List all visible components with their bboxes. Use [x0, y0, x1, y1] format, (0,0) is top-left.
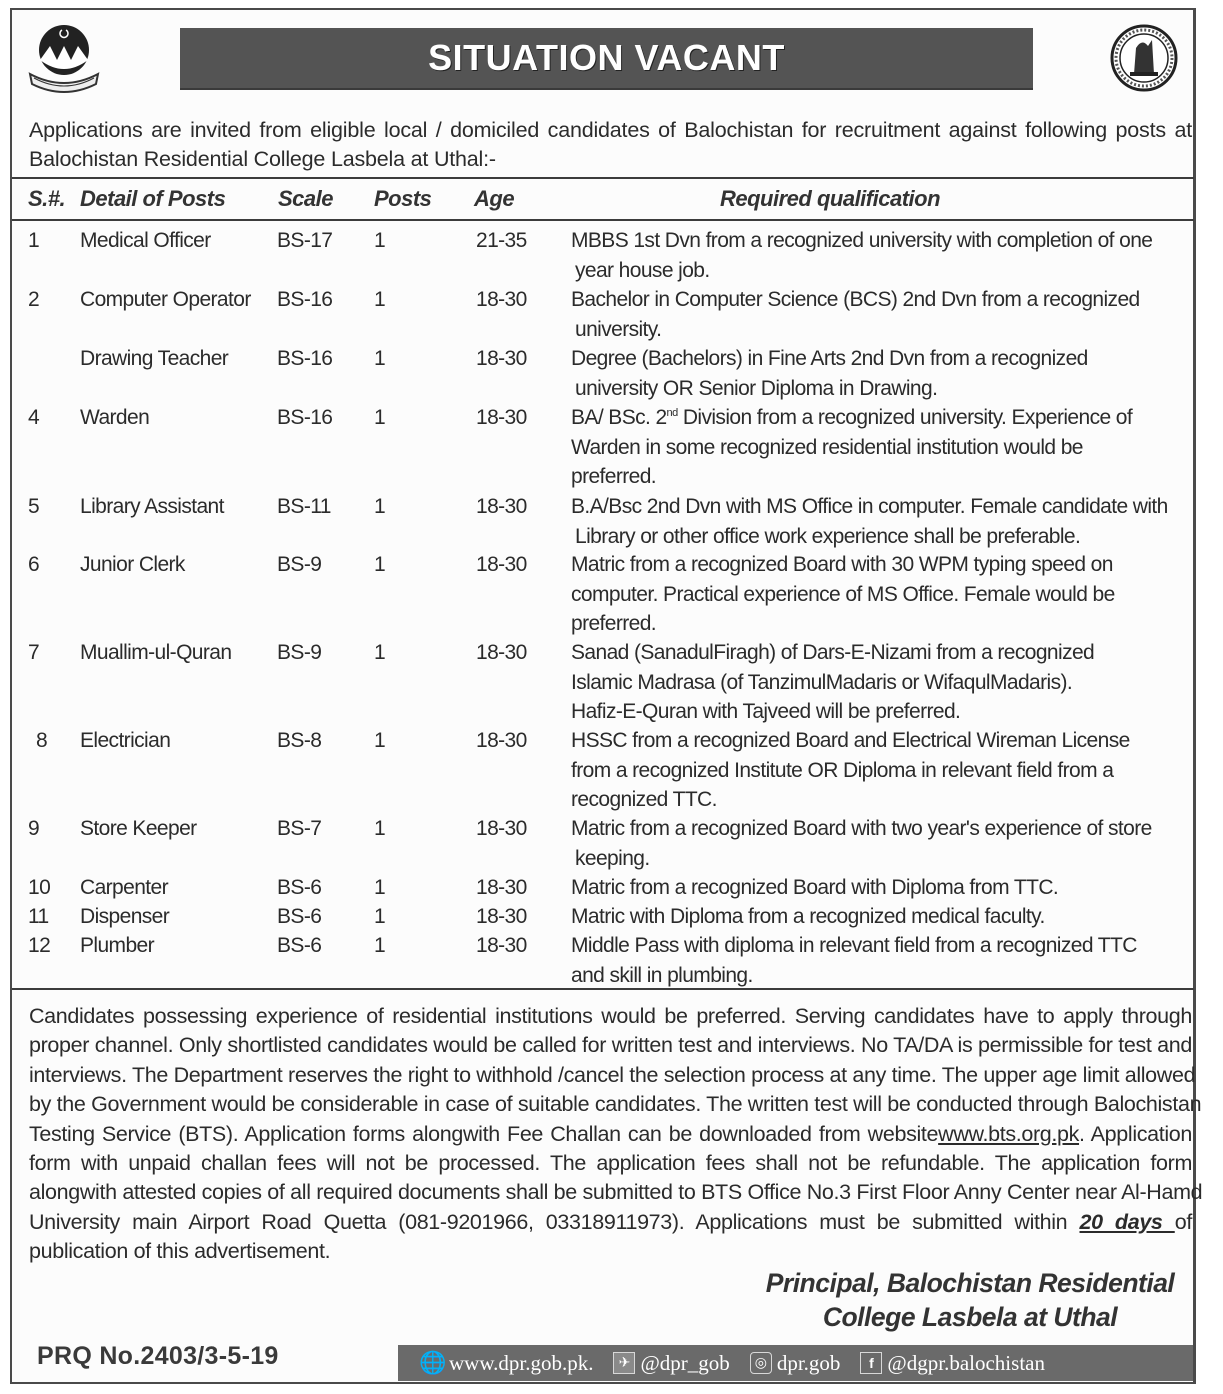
table-header	[12, 182, 1194, 218]
globe-icon: 🌐	[419, 1350, 447, 1376]
row-age: 18-30	[476, 495, 527, 518]
row-age: 18-30	[476, 905, 527, 928]
prq-number: PRQ No.2403/3-5-19	[37, 1342, 279, 1370]
row-sn: 5	[28, 495, 40, 518]
qualification-line: MBBS 1st Dvn from a recognized university with completion of one	[571, 229, 1153, 252]
row-age: 18-30	[476, 553, 527, 576]
qualification-line: Degree (Bachelors) in Fine Arts 2nd Dvn from a recognized	[571, 347, 1088, 370]
row-scale: BS-9	[277, 553, 322, 576]
college-seal-logo	[1108, 18, 1180, 100]
intro-paragraph	[29, 116, 1192, 174]
qualification-line: Library or other office work experience shall be preferable.	[575, 524, 1081, 548]
row-scale: BS-9	[277, 641, 322, 664]
row-age: 18-30	[476, 729, 527, 752]
row-posts: 1	[374, 729, 386, 752]
social-label: www.dpr.gob.pk.	[449, 1350, 594, 1375]
row-post: Computer Operator	[80, 288, 251, 311]
deadline-days: 20 days	[1079, 1209, 1175, 1234]
row-qualification	[571, 814, 1196, 873]
bts-website-link[interactable]: www.bts.org.pk	[938, 1121, 1080, 1146]
row-scale: BS-16	[277, 347, 333, 370]
qualification-line: year house job.	[575, 258, 710, 282]
terms-line: proper channel. Only shortlisted candidates would be called for written test and interviews. No TA/DA is permissible for test and	[29, 1033, 1192, 1058]
qualification-line: BA/ BSc. 2nd Division from a recognized university. Experience of	[571, 406, 1133, 429]
row-posts: 1	[374, 229, 386, 252]
row-post: Library Assistant	[80, 495, 224, 518]
government-emblem-logo	[24, 16, 104, 98]
social-twitter[interactable]	[613, 1351, 729, 1376]
terms-line: University main Airport Road Quetta (081-9201966, 03318911973). Applications must be submitted within 20 days of	[29, 1209, 1192, 1234]
row-posts: 1	[374, 905, 386, 928]
row-scale: BS-6	[277, 876, 322, 899]
row-scale: BS-7	[277, 817, 322, 840]
row-sn: 11	[28, 905, 49, 928]
row-sn: 4	[28, 406, 40, 429]
row-qualification	[571, 931, 1196, 990]
qualification-line: Matric with Diploma from a recognized medical faculty.	[571, 905, 1045, 928]
row-posts: 1	[374, 817, 386, 840]
social-label: @dpr_gob	[640, 1350, 730, 1375]
header-posts: Posts	[374, 186, 432, 211]
social-label: @dgpr.balochistan	[887, 1350, 1045, 1375]
row-qualification	[571, 403, 1196, 492]
row-post: Plumber	[80, 934, 154, 957]
row-qualification	[571, 726, 1196, 815]
qualification-line: Sanad (SanadulFiragh) of Dars-E-Nizami from a recognized	[571, 641, 1095, 664]
qualification-line: Warden in some recognized residential institution would be	[571, 435, 1083, 459]
row-scale: BS-6	[277, 905, 322, 928]
intro-line: Balochistan Residential College Lasbela at Uthal:-	[29, 147, 496, 171]
intro-line: Applications are invited from eligible local / domiciled candidates of Balochistan for recruitment against following posts at	[29, 118, 1192, 142]
header-qualification: Required qualification	[720, 186, 941, 211]
qualification-line: and skill in plumbing.	[571, 963, 753, 987]
qualification-line: university OR Senior Diploma in Drawing.	[575, 376, 938, 400]
qualification-line: from a recognized Institute OR Diploma in relevant field from a	[571, 758, 1114, 782]
row-posts: 1	[374, 288, 386, 311]
row-posts: 1	[374, 934, 386, 957]
header-post: Detail of Posts	[80, 186, 226, 211]
row-qualification	[571, 344, 1196, 403]
row-age: 21-35	[476, 229, 527, 252]
row-scale: BS-8	[277, 729, 322, 752]
qualification-line: keeping.	[575, 846, 650, 870]
row-sn: 9	[28, 817, 40, 840]
row-qualification	[571, 492, 1196, 551]
row-sn: 6	[28, 553, 40, 576]
terms-paragraph	[29, 1002, 1203, 1267]
row-age: 18-30	[476, 288, 527, 311]
row-post: Electrician	[80, 729, 171, 752]
terms-line: interviews. The Department reserves the right to withhold /cancel the selection process at any time. The upper age limit allowed	[29, 1062, 1196, 1087]
row-posts: 1	[374, 406, 386, 429]
row-age: 18-30	[476, 641, 527, 664]
row-post: Warden	[80, 406, 150, 429]
terms-line: alongwith attested copies of all required documents shall be submitted to BTS Office No.3 First Floor Anny Center near Al-Hamd	[29, 1180, 1203, 1205]
row-qualification	[571, 638, 1196, 727]
qualification-line: Middle Pass with diploma in relevant field from a recognized TTC	[571, 934, 1137, 957]
row-post: Dispenser	[80, 905, 170, 928]
title-banner	[180, 28, 1033, 90]
header-age: Age	[474, 186, 515, 211]
qualification-line: Bachelor in Computer Science (BCS) 2nd Dvn from a recognized	[571, 288, 1140, 311]
row-sn: 10	[28, 876, 51, 899]
row-qualification	[571, 550, 1196, 639]
row-sn: 1	[28, 229, 40, 252]
qualification-line: preferred.	[571, 612, 657, 635]
qualification-line: Hafiz-E-Quran with Tajveed will be preferred.	[571, 700, 961, 723]
row-posts: 1	[374, 641, 386, 664]
header-sn: S.#.	[28, 186, 66, 211]
row-scale: BS-11	[277, 495, 331, 518]
row-post: Junior Clerk	[80, 553, 185, 576]
row-posts: 1	[374, 495, 386, 518]
terms-line: Testing Service (BTS). Application forms alongwith Fee Challan can be downloaded from websitewww.bts.org.pk. Application	[29, 1121, 1193, 1146]
table-header-divider	[12, 219, 1194, 221]
row-posts: 1	[374, 347, 386, 370]
header-scale: Scale	[278, 186, 333, 211]
row-qualification	[571, 226, 1196, 285]
signature-block	[700, 1266, 1223, 1334]
table-bottom-divider	[12, 988, 1194, 990]
qualification-line: Matric from a recognized Board with Diploma from TTC.	[571, 876, 1059, 899]
signature-line: College Lasbela at Uthal	[822, 1302, 1118, 1332]
table-top-divider	[12, 177, 1194, 179]
row-post: Drawing Teacher	[80, 347, 229, 370]
instagram-icon: ◎	[750, 1352, 772, 1374]
row-age: 18-30	[476, 347, 527, 370]
qualification-line: university.	[575, 317, 662, 341]
terms-line: form with unpaid challan fees will not be processed. The application fees shall not be refundable. The application form	[29, 1151, 1192, 1176]
row-scale: BS-16	[277, 406, 333, 429]
row-post: Medical Officer	[80, 229, 211, 252]
terms-line: by the Government would be considerable in case of suitable candidates. The written test will be conducted through Balochistan	[29, 1092, 1202, 1117]
qualification-line: Matric from a recognized Board with 30 WPM typing speed on	[571, 553, 1113, 576]
terms-line: publication of this advertisement.	[29, 1239, 331, 1264]
row-sn: 7	[28, 641, 40, 664]
row-post: Carpenter	[80, 876, 168, 899]
row-qualification	[571, 873, 1196, 903]
row-post: Muallim-ul-Quran	[80, 641, 232, 664]
qualification-line: HSSC from a recognized Board and Electrical Wireman License	[571, 729, 1130, 752]
row-posts: 1	[374, 553, 386, 576]
qualification-line: recognized TTC.	[571, 788, 717, 811]
qualification-line: Islamic Madrasa (of TanzimulMadaris or WifaqulMadaris).	[571, 670, 1073, 694]
row-post: Store Keeper	[80, 817, 197, 840]
social-links-bar	[398, 1345, 1193, 1381]
twitter-icon: ✈	[613, 1352, 635, 1374]
social-website[interactable]	[419, 1350, 594, 1376]
row-qualification	[571, 285, 1196, 344]
qualification-line: Matric from a recognized Board with two year's experience of store	[571, 817, 1152, 840]
signature-line: Principal, Balochistan Residential	[765, 1268, 1175, 1298]
row-age: 18-30	[476, 817, 527, 840]
row-age: 18-30	[476, 934, 527, 957]
row-scale: BS-17	[277, 229, 333, 252]
row-scale: BS-6	[277, 934, 322, 957]
qualification-line: B.A/Bsc 2nd Dvn with MS Office in computer. Female candidate with	[571, 495, 1168, 518]
qualification-line: computer. Practical experience of MS Office. Female would be	[571, 582, 1115, 606]
row-age: 18-30	[476, 406, 527, 429]
row-scale: BS-16	[277, 288, 333, 311]
row-qualification	[571, 902, 1196, 932]
qualification-line: preferred.	[571, 465, 657, 488]
social-instagram[interactable]	[750, 1351, 841, 1376]
row-sn: 8	[36, 729, 48, 752]
row-age: 18-30	[476, 876, 527, 899]
row-posts: 1	[374, 876, 386, 899]
social-label: dpr.gob	[776, 1350, 841, 1375]
facebook-icon: f	[860, 1352, 882, 1374]
page-title: SITUATION VACANT	[428, 37, 785, 78]
social-facebook[interactable]	[860, 1351, 1045, 1376]
row-sn: 12	[28, 934, 51, 957]
row-sn: 2	[28, 288, 40, 311]
terms-line: Candidates possessing experience of residential institutions would be preferred. Serving candidates have to apply through	[29, 1004, 1192, 1028]
